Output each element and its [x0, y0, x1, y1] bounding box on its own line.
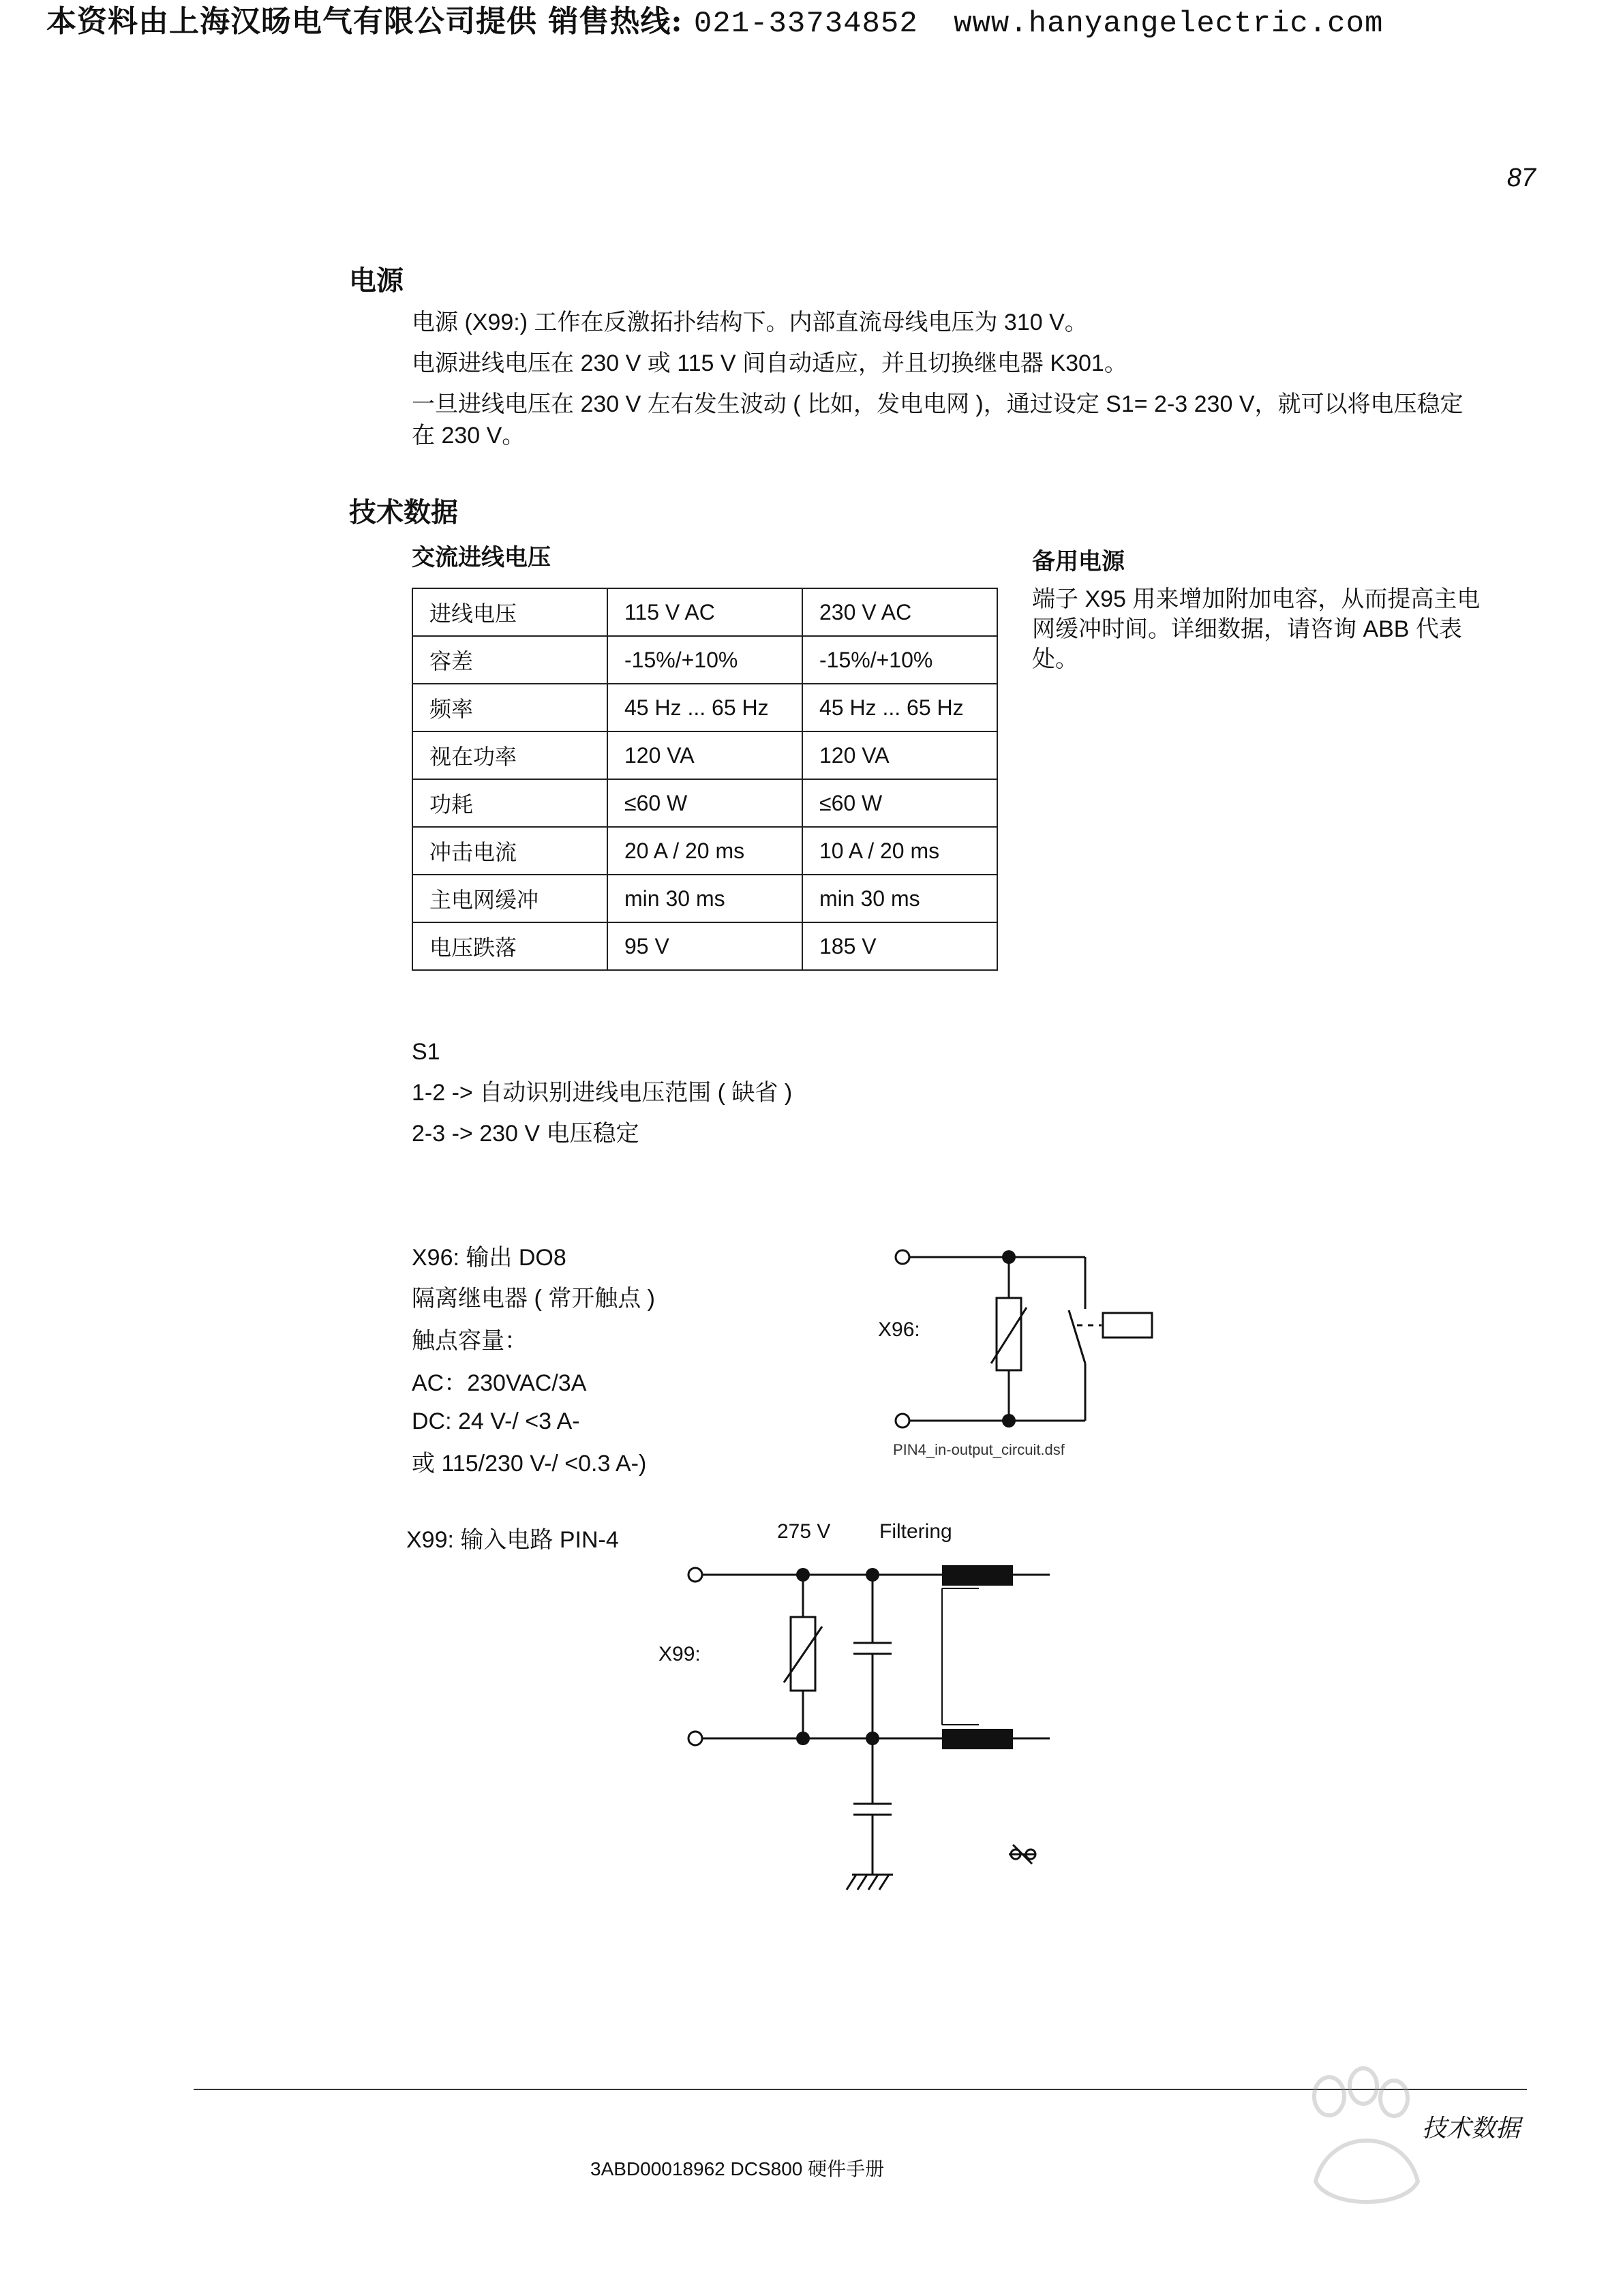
x96-line-5: DC: 24 V-/ <3 A- [412, 1408, 580, 1434]
footer-section-name: 技术数据 [1422, 2114, 1521, 2142]
table-row [412, 684, 997, 731]
s1-option-1: 1-2 -> 自动识别进线电压范围 ( 缺省 ) [412, 1080, 793, 1106]
table-row-label: 容差 [412, 636, 607, 684]
x96-relay-diagram [873, 1227, 1186, 1476]
x99-title: X99: 输入电路 PIN-4 [406, 1527, 619, 1553]
tech-section-title: 技术数据 [349, 498, 458, 528]
table-cell: min 30 ms [802, 875, 997, 922]
power-para-1: 电源 (X99:) 工作在反激拓扑结构下。内部直流母线电压为 310 V。 [412, 309, 1088, 335]
backup-power-title: 备用电源 [1032, 549, 1125, 575]
ac-voltage-table [412, 588, 998, 971]
table-row-label: 进线电压 [412, 588, 607, 636]
table-row-label: 频率 [412, 684, 607, 731]
table-cell: 10 A / 20 ms [802, 827, 997, 875]
x96-line-6: 或 115/230 V-/ <0.3 A-) [412, 1451, 647, 1477]
s1-option-2: 2-3 -> 230 V 电压稳定 [412, 1121, 639, 1147]
table-cell: 120 VA [802, 731, 997, 779]
x96-line-3: 触点容量： [412, 1328, 528, 1354]
header-phone: 021-33734852 [693, 7, 918, 41]
table-cell: 95 V [607, 922, 802, 970]
power-para-3-line-1: 一旦进线电压在 230 V 左右发生波动 ( 比如，发电电网 )，通过设定 S1= 2-3 230 V，就可以将电压稳定 [412, 391, 1463, 417]
x96-terminal-top [896, 1250, 909, 1264]
backup-power-line-2: 网缓冲时间。详细数据，请咨询 ABB 代表 [1032, 616, 1462, 642]
power-para-3-line-2: 在 230 V。 [412, 423, 526, 449]
table-cell: min 30 ms [607, 875, 802, 922]
page-header [46, 0, 1383, 44]
x99-terminal-top [688, 1568, 702, 1582]
table-cell: 120 VA [607, 731, 802, 779]
table-row-label: 视在功率 [412, 731, 607, 779]
x99-filtering-label: Filtering [879, 1520, 952, 1543]
x96-line-4: AC：230VAC/3A [412, 1370, 587, 1396]
table-row [412, 827, 997, 875]
header-notice: 本资料由上海汉旸电气有限公司提供 销售热线: [46, 4, 683, 39]
table-cell: -15%/+10% [802, 636, 997, 684]
table-row-label: 电压跌落 [412, 922, 607, 970]
table-cell: 230 V AC [802, 588, 997, 636]
table-row [412, 922, 997, 970]
x96-line-1: X96: 输出 DO8 [412, 1245, 566, 1271]
page-number: 87 [1506, 164, 1536, 192]
x96-relay-coil [1103, 1313, 1152, 1338]
power-para-2: 电源进线电压在 230 V 或 115 V 间自动适应，并且切换继电器 K301。 [412, 350, 1127, 376]
table-cell: 20 A / 20 ms [607, 827, 802, 875]
x99-varistor-label: 275 V [777, 1520, 831, 1543]
x99-terminal-bottom [688, 1732, 702, 1745]
s1-title: S1 [412, 1039, 440, 1065]
x99-filter-choke-bottom [942, 1729, 1013, 1749]
power-section-title: 电源 [349, 266, 404, 296]
x99-filter-choke-top [942, 1565, 1013, 1586]
table-row-label: 功耗 [412, 779, 607, 827]
table-row-label: 主电网缓冲 [412, 875, 607, 922]
backup-power-line-3: 处。 [1032, 646, 1078, 672]
table-row-label: 冲击电流 [412, 827, 607, 875]
table-cell: -15%/+10% [607, 636, 802, 684]
x99-diagram-label: X99: [658, 1643, 701, 1665]
table-cell: 115 V AC [607, 588, 802, 636]
table-cell: 185 V [802, 922, 997, 970]
table-cell: 45 Hz ... 65 Hz [802, 684, 997, 731]
backup-power-line-1: 端子 X95 用来增加附加电容，从而提高主电 [1032, 586, 1481, 612]
table-row [412, 875, 997, 922]
table-cell: ≤60 W [607, 779, 802, 827]
table-row [412, 731, 997, 779]
x96-terminal-bottom [896, 1414, 909, 1428]
x96-diagram-label: X96: [878, 1318, 920, 1341]
header-website: www.hanyangelectric.com [954, 7, 1384, 41]
table-title: 交流进线电压 [412, 545, 551, 571]
x96-diagram-file: PIN4_in-output_circuit.dsf [893, 1441, 1065, 1458]
x96-relay-contact [1069, 1310, 1085, 1363]
table-cell: ≤60 W [802, 779, 997, 827]
table-cell: 45 Hz ... 65 Hz [607, 684, 802, 731]
x99-input-circuit-diagram [654, 1513, 1091, 1939]
table-row [412, 636, 997, 684]
x96-line-2: 隔离继电器 ( 常开触点 ) [412, 1286, 655, 1312]
watermark-logo [1159, 2059, 1541, 2263]
footer-doc-id: 3ABD00018962 DCS800 硬件手册 [590, 2158, 885, 2179]
table-row [412, 779, 997, 827]
table-row [412, 588, 997, 636]
